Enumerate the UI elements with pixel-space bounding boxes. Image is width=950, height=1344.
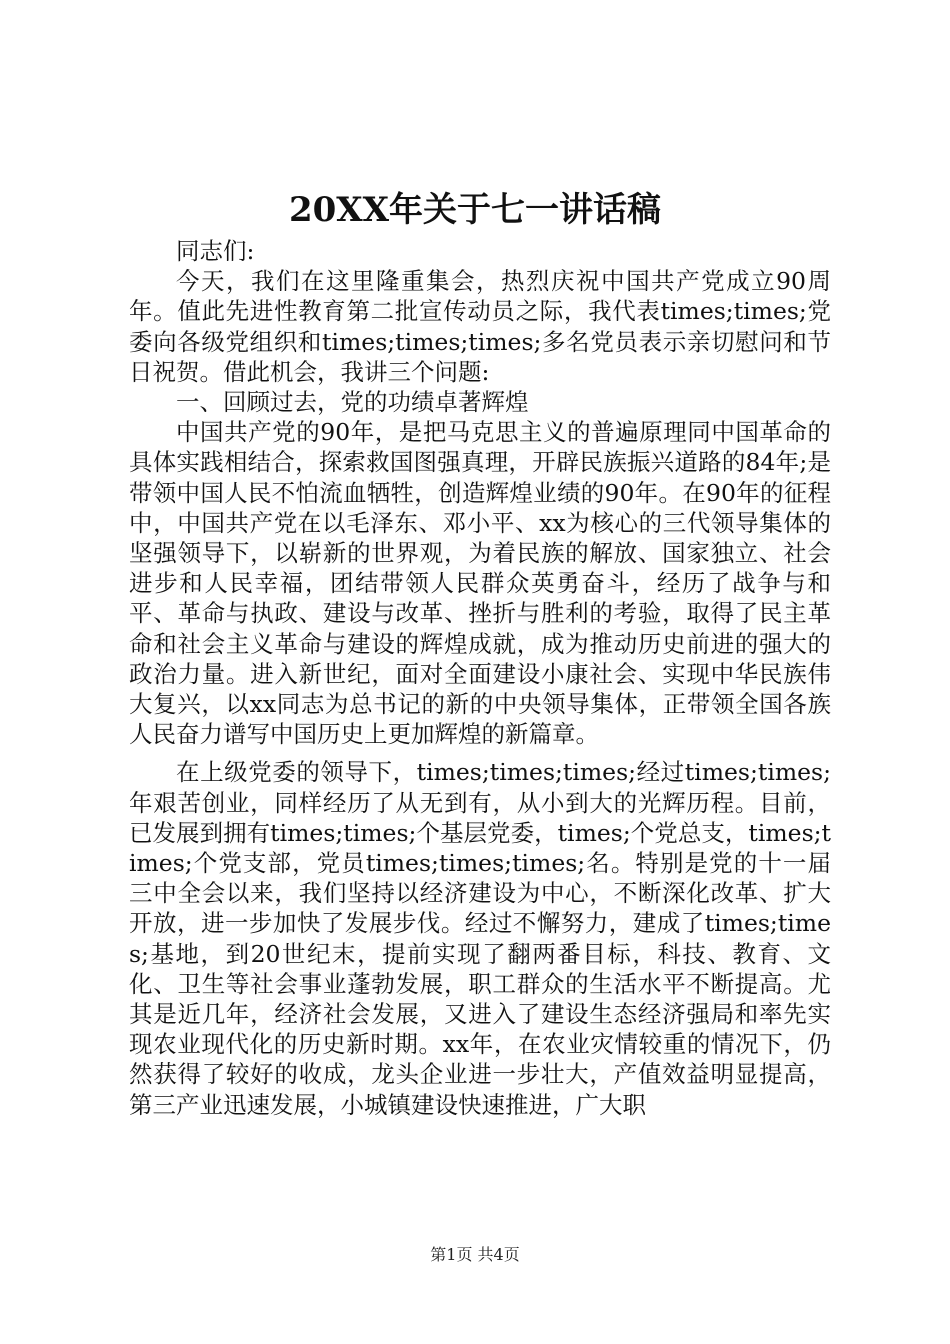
salutation-paragraph: 同志们: — [176, 237, 255, 265]
document-body — [129, 236, 831, 1120]
opening-paragraph: 今天，我们在这里隆重集会，热烈庆祝中国共产党成立90周年。值此先进性教育第二批宣传动员之际，我代表times;times;党委向各级党组织和times;times;times;多名党员表示亲切慰问和节日祝贺。借此机会，我讲三个问题: — [129, 267, 831, 386]
development-paragraph: 在上级党委的领导下，times;times;times;经过times;times;年艰苦创业，同样经历了从无到有，从小到大的光辉历程。目前，已发展到拥有times;times;个基层党委，times;个党总支，times;times;个党支部，党员times;times;times;名。特别是党的十一届三中全会以来，我们坚持以经济建设为中心，不断深化改革、扩大开放，进一步加快了发展步伐。经过不懈努力，建成了times;times;基地，到20世纪末，提前实现了翻两番目标，科技、教育、文化、卫生等社会事业蓬勃发展，职工群众的生活水平不断提高。尤其是近几年，经济社会发展，又进入了建设生态经济强局和率先实现农业现代化的历史新时期。xx年，在农业灾情较重的情况下，仍然获得了较好的收成，龙头企业进一步壮大，产值效益明显提高，第三产业迅速发展，小城镇建设快速推进，广大职 — [129, 758, 831, 1119]
section-heading: 一、回顾过去，党的功绩卓著辉煌 — [176, 388, 529, 417]
history-paragraph: 中国共产党的90年，是把马克思主义的普遍原理同中国革命的具体实践相结合，探索救国图强真理，开辟民族振兴道路的84年;是带领中国人民不怕流血牺牲，创造辉煌业绩的90年。在90年的征程中，中国共产党在以毛泽东、邓小平、xx为核心的三代领导集体的坚强领导下，以崭新的世界观，为着民族的解放、国家独立、社会进步和人民幸福，团结带领人民群众英勇奋斗，经历了战争与和平、革命与执政、建设与改革、挫折与胜利的考验，取得了民主革命和社会主义革命与建设的辉煌成就，成为推动历史前进的强大的政治力量。进入新世纪，面对全面建设小康社会、实现中华民族伟大复兴，以xx同志为总书记的新的中央领导集体，正带领全国各族人民奋力谱写中国历史上更加辉煌的新篇章。 — [129, 418, 831, 749]
page-number-footer: 第1页 共4页 — [430, 1245, 520, 1264]
document-title: 20XX年关于七一讲话稿 — [288, 190, 662, 230]
